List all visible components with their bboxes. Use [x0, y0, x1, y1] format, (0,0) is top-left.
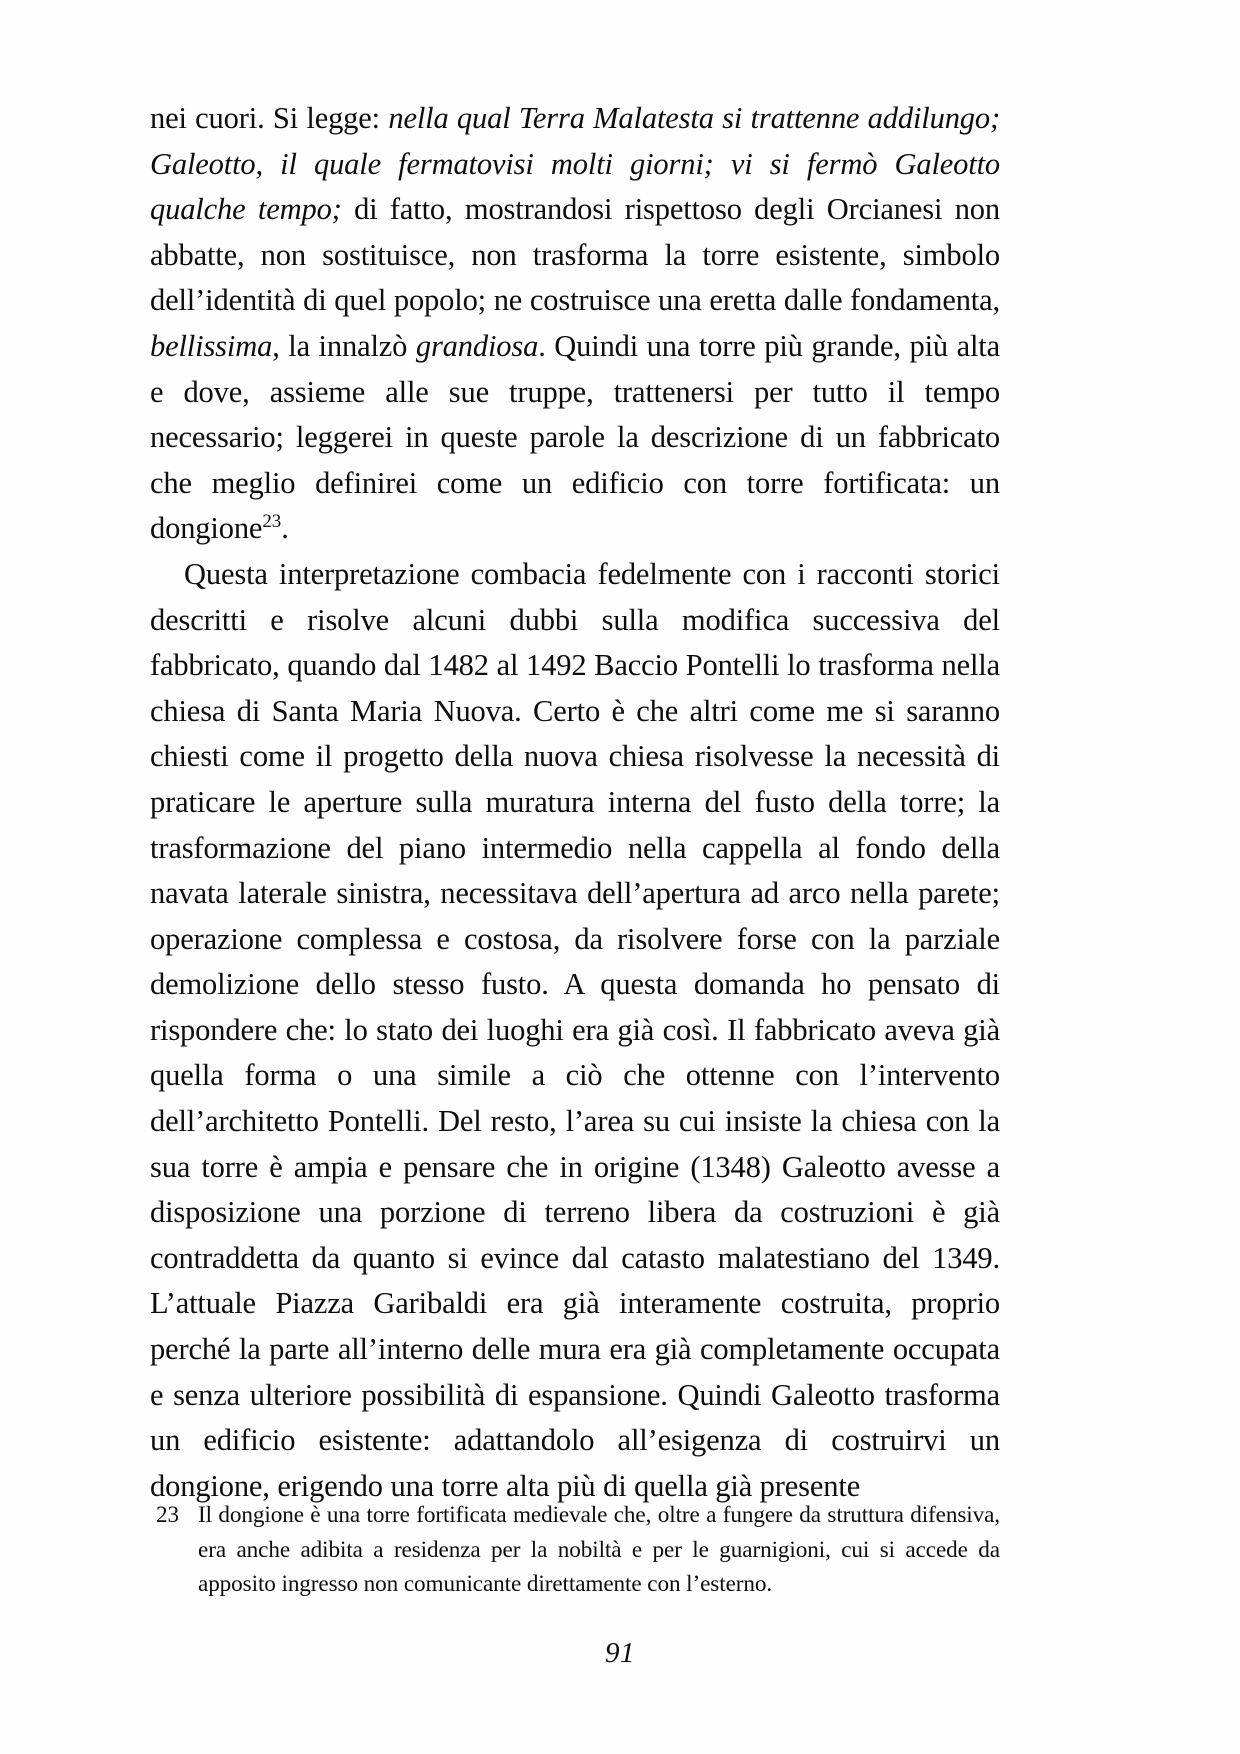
page-number: 91	[605, 1637, 635, 1669]
text-run: , la innalzò	[272, 328, 416, 363]
body-paragraph-1	[150, 96, 1000, 552]
text-run: di fatto, mostrandosi rispettoso degli Orcianesi non abbatte, non sostituisce, non trasforma la torre esistente, simbolo dell’identità di quel popolo; ne costruisce una eretta dalle fondamenta,	[150, 192, 1000, 318]
body-text-block	[150, 96, 1000, 1509]
footnote-reference: 23	[262, 511, 282, 533]
body-paragraph-2	[150, 552, 1000, 1509]
text-run: nei cuori. Si legge:	[150, 101, 389, 135]
emphasis-run: grandiosa	[415, 328, 539, 363]
text-run: .	[281, 511, 289, 546]
footnote-block	[150, 1498, 1000, 1602]
footnote-text: Il dongione è una torre fortificata medievale che, oltre a fungere da struttura difensiva, era anche adibita a residenza per la nobiltà e per le guarnigioni, cui si accede da apposito ingresso non comunicante direttamente con l’esterno.	[198, 1502, 1000, 1598]
text-run: Questa interpretazione combacia fedelmente con i racconti storici descritti e risolve alcuni dubbi sulla modifica successiva del fabbricato, quando dal 1482 al 1492 Baccio Pontelli lo trasforma nella chiesa di Santa Maria Nuova. Certo è che altri come me si saranno chiesti come il progetto della nuova chiesa risolvesse la necessità di praticare le aperture sulla muratura interna del fusto della torre; la trasformazione del piano intermedio nella cappella al fondo della navata laterale sinistra, necessitava dell’apertura ad arco nella parete; operazione complessa e costosa, da risolvere forse con la parziale demolizione dello stesso fusto. A questa domanda ho pensato di rispondere che: lo stato dei luoghi era già così. Il fabbricato aveva già quella forma o una simile a ciò che ottenne con l’intervento dell’architetto Pontelli. Del resto, l’area su cui insiste la chiesa con la sua torre è ampia e pensare che in origine (1348) Galeotto avesse a disposizione una porzione di terreno libera da costruzioni è già contraddetta da quanto si evince dal catasto malatestiano del 1349. L’attuale Piazza Garibaldi era già interamente costruita, proprio perché la parte all’interno delle mura era già completamente occupata e senza ulteriore possibilità di espansione. Quindi Galeotto trasforma un edificio esistente: adattandolo all’esigenza di costruirvi un dongione, erigendo una torre alta più di quella già presente	[150, 556, 1000, 1503]
footnote-23	[150, 1498, 1000, 1602]
footnote-number: 23	[156, 1502, 179, 1528]
text-run: . Quindi una torre più grande, più alta e dove, assieme alle sue truppe, trattenersi per tutto il tempo necessario; leggerei in queste parole la descrizione di un fabbricato che meglio definirei come un edificio con torre fortificata: un dongione	[150, 328, 1000, 546]
emphasis-run: bellissima	[150, 328, 273, 363]
emphasis-run: nella qual Terra Malatesta si trattenne addilungo; Galeotto, il quale fermatovisi molti giorni; vi si fermò Galeotto qualche tempo;	[150, 101, 1001, 227]
